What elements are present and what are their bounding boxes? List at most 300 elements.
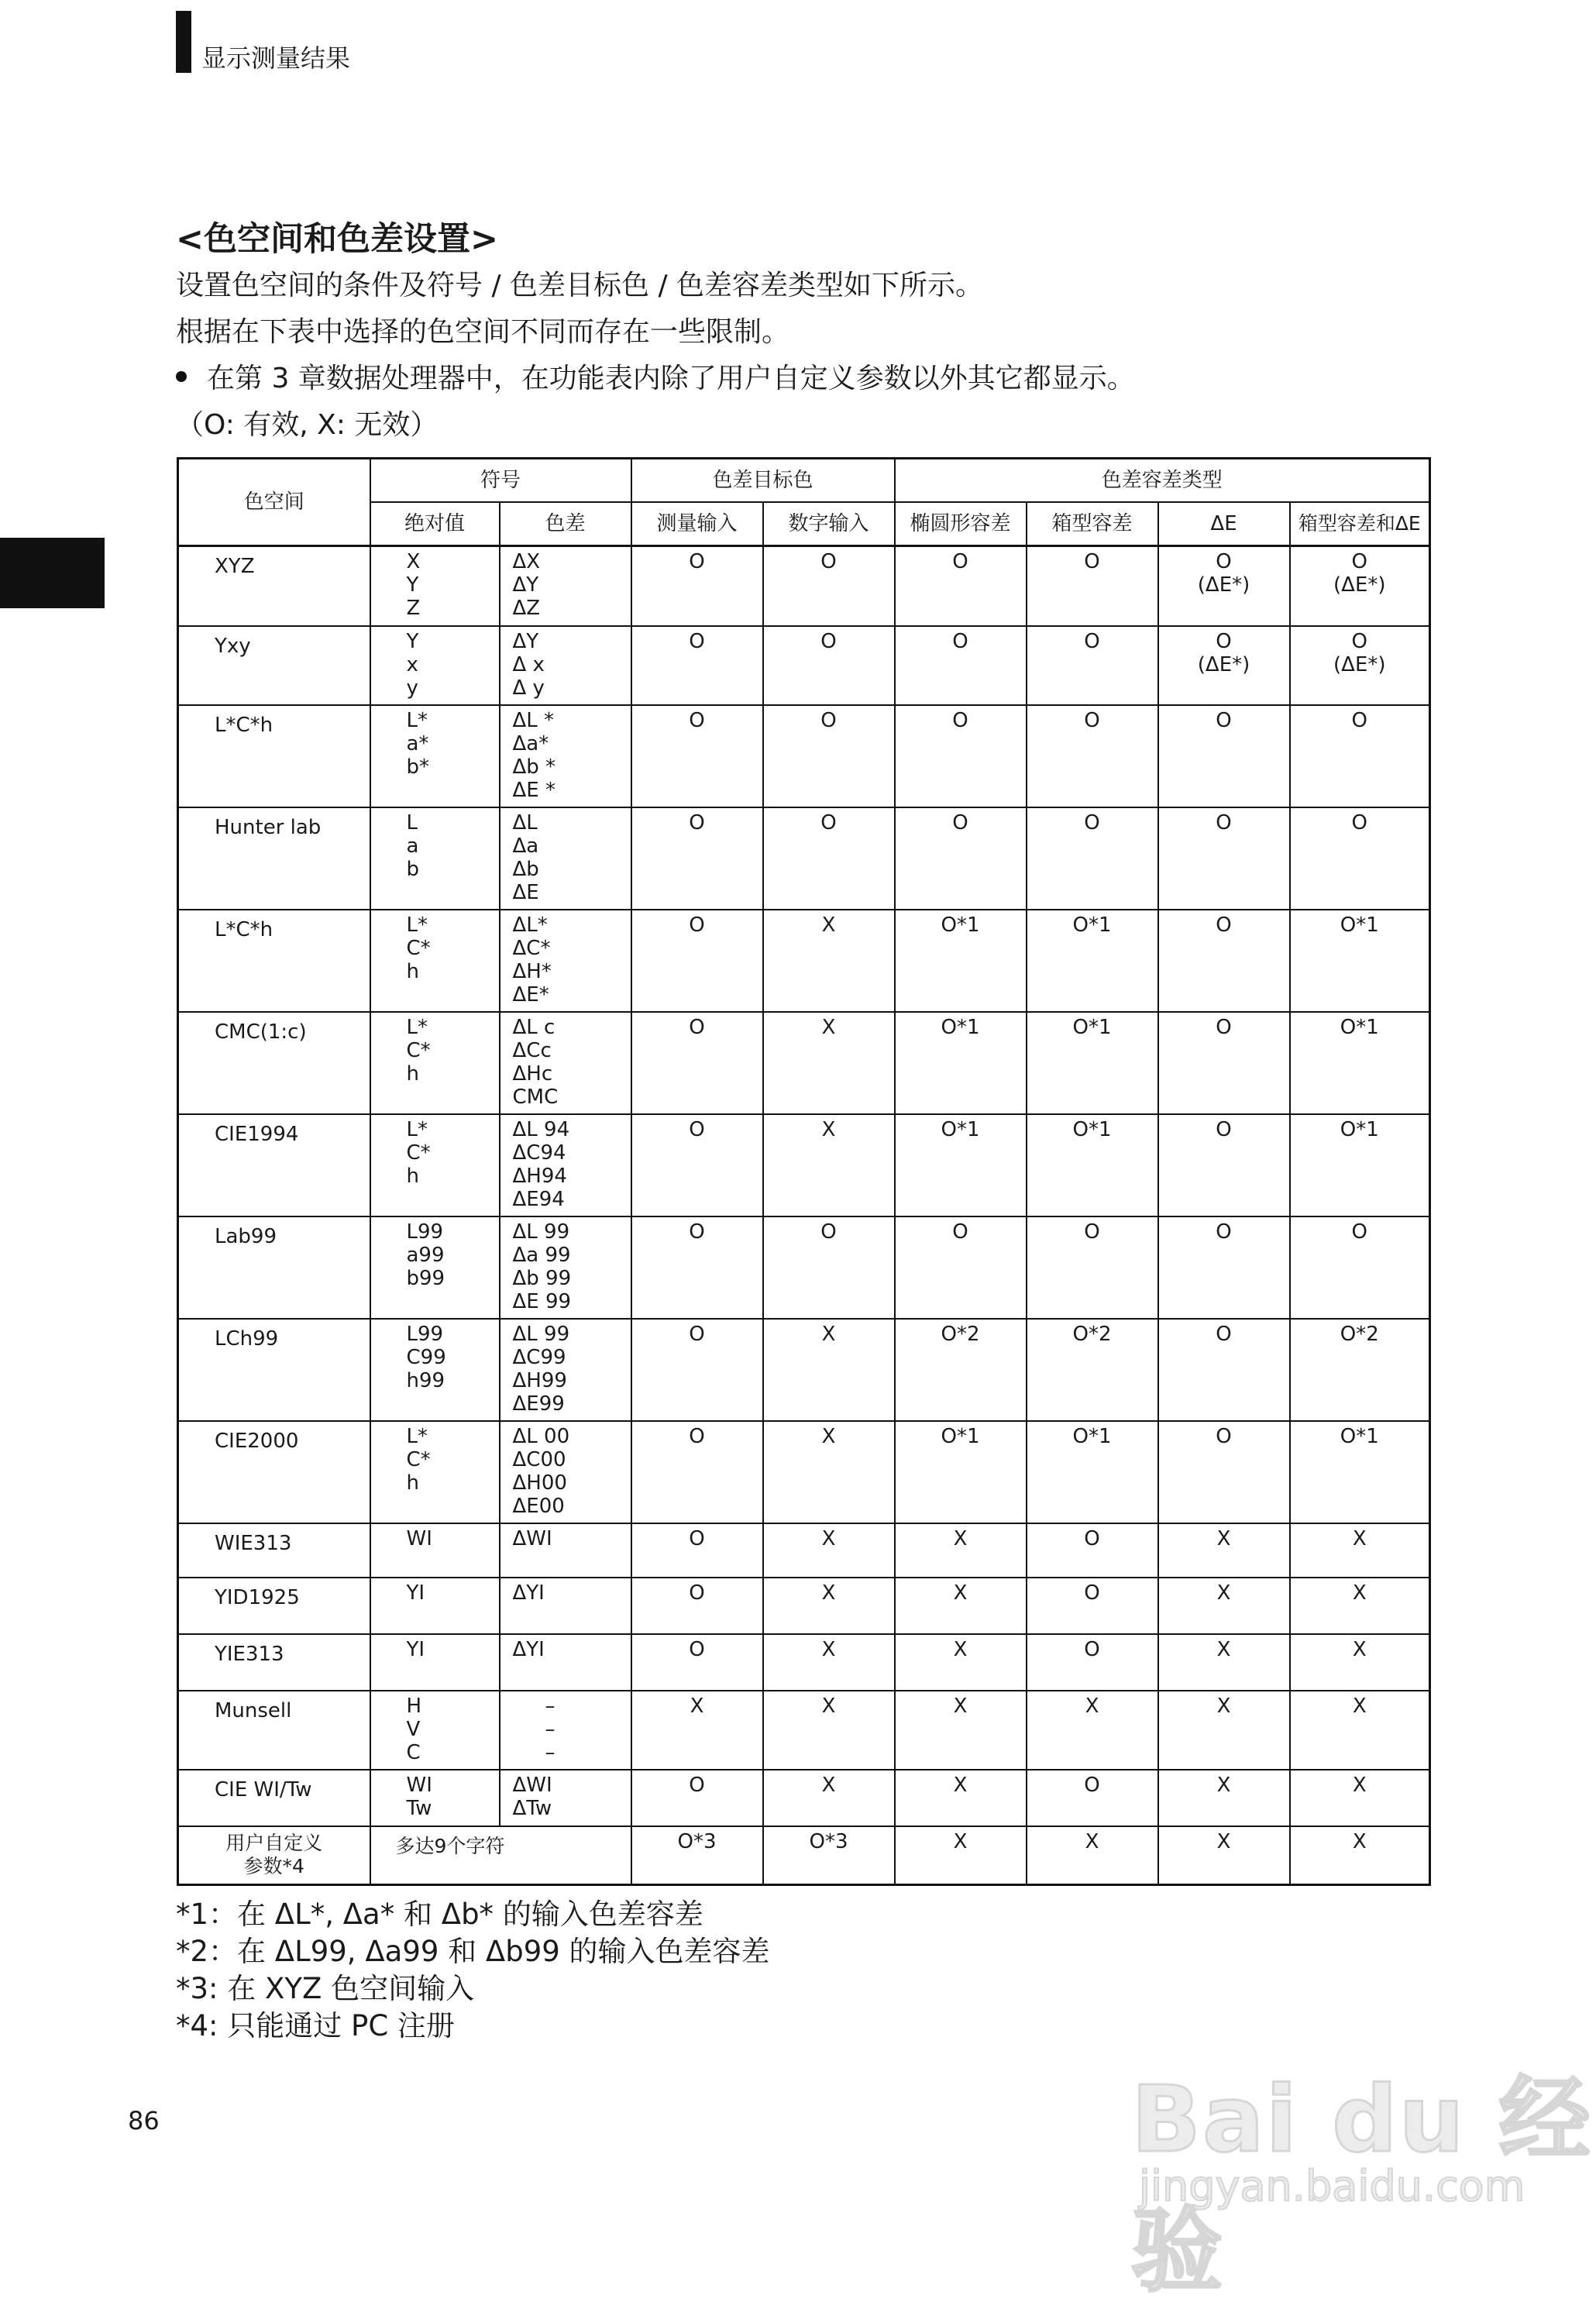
table-row — [178, 705, 1430, 807]
cell-difference — [500, 1691, 631, 1770]
validity-mark: X — [953, 1773, 968, 1797]
cell-measure-input — [631, 1691, 763, 1770]
cell-box: X — [1027, 1826, 1158, 1885]
absolute-symbol: WI — [406, 1526, 432, 1550]
validity-mark: O*2 — [1072, 1322, 1112, 1346]
cell-space: CMC(1:c) — [178, 1012, 370, 1114]
cell-absolute — [370, 1523, 500, 1578]
validity-mark: O — [1084, 1220, 1100, 1244]
absolute-symbol: h99 — [406, 1368, 445, 1392]
validity-mark: O*1 — [1072, 1015, 1112, 1039]
cell-delta-e — [1158, 807, 1290, 910]
table-row — [178, 1691, 1430, 1770]
cell-space: WIE313 — [178, 1523, 370, 1578]
validity-mark: O — [1216, 913, 1232, 937]
cell-space: CIE WI/Tw — [178, 1770, 370, 1826]
validity-mark: O — [1084, 1637, 1100, 1661]
cell-box — [1027, 1578, 1158, 1634]
cell-box — [1027, 1634, 1158, 1691]
table-row — [178, 626, 1430, 705]
cell-absolute — [370, 1421, 500, 1523]
cell-ellipse — [895, 1114, 1027, 1216]
validity-mark: O — [689, 1581, 705, 1605]
table-row — [178, 1012, 1430, 1114]
cell-ellipse — [895, 807, 1027, 910]
absolute-symbol: Tw — [406, 1796, 432, 1820]
difference-symbol: ΔE00 — [512, 1494, 565, 1518]
validity-mark: O — [1084, 629, 1100, 653]
cell-absolute — [370, 1578, 500, 1634]
validity-mark: X — [953, 1581, 968, 1605]
running-header-title: 显示测量结果 — [201, 43, 351, 73]
validity-mark: O — [1084, 708, 1100, 732]
cell-space: Munsell — [178, 1691, 370, 1770]
cell-space: CIE1994 — [178, 1114, 370, 1216]
validity-mark: O — [1084, 810, 1100, 834]
table-row — [178, 910, 1430, 1012]
cell-box-and-de — [1290, 705, 1430, 807]
cell-absolute — [370, 705, 500, 807]
cell-delta-e — [1158, 1012, 1290, 1114]
absolute-symbol: L99 — [406, 1220, 444, 1244]
validity-mark: X — [821, 1117, 836, 1141]
difference-symbol: ΔY — [512, 629, 539, 653]
validity-mark: X — [821, 1581, 836, 1605]
validity-mark: O*1 — [1072, 913, 1112, 937]
footnote-4: *4: 只能通过 PC 注册 — [176, 2009, 455, 2042]
cell-numeric-input — [763, 1523, 895, 1578]
header-marker-bar — [176, 11, 191, 73]
validity-legend: （O: 有效, X: 无效） — [176, 409, 439, 441]
intro-line-2: 根据在下表中选择的色空间不同而存在一些限制。 — [176, 316, 790, 348]
cell-ellipse — [895, 1319, 1027, 1421]
validity-mark: O — [952, 708, 968, 732]
cell-difference — [500, 1578, 631, 1634]
cell-box — [1027, 1770, 1158, 1826]
absolute-symbol: h — [406, 959, 419, 983]
cell-space: YID1925 — [178, 1578, 370, 1634]
bullet-text: 在第 3 章数据处理器中，在功能表内除了用户自定义参数以外其它都显示。 — [207, 363, 1135, 394]
cell-ellipse — [895, 1523, 1027, 1578]
absolute-symbol: C* — [406, 1141, 431, 1165]
validity-mark: O — [1216, 629, 1232, 653]
cell-difference — [500, 1770, 631, 1826]
validity-mark: O — [820, 1220, 837, 1244]
difference-symbol: ΔH00 — [512, 1471, 567, 1495]
validity-mark: O*1 — [1340, 1117, 1379, 1141]
cell-box-and-de: X — [1290, 1826, 1430, 1885]
cell-ellipse — [895, 1691, 1027, 1770]
validity-mark: X — [1352, 1637, 1367, 1661]
cell-delta-e — [1158, 1216, 1290, 1319]
difference-symbol: ΔE — [512, 880, 539, 904]
cell-absolute — [370, 546, 500, 626]
difference-symbol: ΔL 94 — [512, 1117, 570, 1141]
cell-ellipse — [895, 1634, 1027, 1691]
cell-space: LCh99 — [178, 1319, 370, 1421]
absolute-symbol: Y — [406, 629, 419, 653]
cell-ellipse — [895, 1421, 1027, 1523]
cell-box — [1027, 807, 1158, 910]
validity-mark: O — [1216, 1117, 1232, 1141]
cell-box — [1027, 1216, 1158, 1319]
cell-delta-e — [1158, 626, 1290, 705]
cell-difference — [500, 1319, 631, 1421]
cell-ellipse — [895, 626, 1027, 705]
cell-space: YIE313 — [178, 1634, 370, 1691]
difference-symbol: ΔZ — [512, 597, 541, 620]
validity-mark: X — [821, 1694, 836, 1718]
validity-note: (ΔE*) — [1333, 652, 1386, 676]
cell-absolute — [370, 910, 500, 1012]
validity-mark: X — [1352, 1526, 1367, 1550]
validity-mark: O — [1351, 550, 1368, 573]
validity-mark: O — [1216, 810, 1232, 834]
cell-box — [1027, 1012, 1158, 1114]
absolute-symbol: L — [406, 810, 418, 834]
validity-mark: O — [820, 810, 837, 834]
difference-symbol: ΔL 00 — [512, 1424, 570, 1448]
cell-box-and-de — [1290, 1578, 1430, 1634]
validity-mark: X — [953, 1694, 968, 1718]
header-space: 色空间 — [178, 459, 370, 546]
cell-box-and-de — [1290, 910, 1430, 1012]
difference-symbol: ΔE 99 — [512, 1289, 572, 1313]
validity-mark: O*1 — [1340, 1015, 1379, 1039]
cell-difference — [500, 705, 631, 807]
page-number: 86 — [128, 2106, 160, 2135]
validity-mark: O — [952, 810, 968, 834]
cell-numeric-input — [763, 546, 895, 626]
absolute-symbol: WI — [406, 1773, 432, 1797]
validity-mark: O — [820, 550, 837, 573]
validity-mark: X — [1216, 1694, 1231, 1718]
validity-mark: O*2 — [941, 1322, 980, 1346]
absolute-symbol: h — [406, 1471, 419, 1495]
validity-mark: O — [1084, 1526, 1100, 1550]
cell-delta-e — [1158, 705, 1290, 807]
absolute-symbol: X — [406, 550, 421, 573]
cell-space: Yxy — [178, 626, 370, 705]
difference-symbol: ΔL 99 — [512, 1322, 570, 1346]
absolute-symbol: a* — [406, 731, 429, 755]
cell-absolute — [370, 1634, 500, 1691]
cell-absolute — [370, 807, 500, 910]
validity-mark: O — [1216, 550, 1232, 573]
validity-mark: O — [689, 1322, 705, 1346]
absolute-symbol: C — [406, 1740, 421, 1764]
header-measure-input: 测量输入 — [631, 502, 763, 546]
validity-mark: O*1 — [941, 1117, 980, 1141]
absolute-symbol: Y — [406, 573, 419, 597]
header-difference: 色差 — [500, 502, 631, 546]
absolute-symbol: C* — [406, 936, 431, 960]
validity-mark: O — [1216, 1015, 1232, 1039]
validity-mark: X — [1352, 1694, 1367, 1718]
validity-mark: O — [1351, 810, 1368, 834]
cell-absolute — [370, 1691, 500, 1770]
cell-difference — [500, 626, 631, 705]
cell-space: L*C*h — [178, 910, 370, 1012]
cell-measure-input: O*3 — [631, 1826, 763, 1885]
cell-numeric-input — [763, 807, 895, 910]
header-target: 色差目标色 — [631, 459, 895, 503]
cell-delta-e — [1158, 1770, 1290, 1826]
difference-symbol: Δb — [512, 857, 539, 881]
cell-difference — [500, 1216, 631, 1319]
validity-note: (ΔE*) — [1333, 573, 1386, 597]
cell-box-and-de — [1290, 1634, 1430, 1691]
cell-measure-input — [631, 910, 763, 1012]
cell-space: Hunter lab — [178, 807, 370, 910]
cell-ellipse — [895, 1578, 1027, 1634]
validity-mark: X — [821, 913, 836, 937]
cell-difference — [500, 1012, 631, 1114]
header-delta-e: ΔE — [1158, 502, 1290, 546]
cell-measure-input — [631, 807, 763, 910]
cell-absolute — [370, 1216, 500, 1319]
cell-delta-e: X — [1158, 1826, 1290, 1885]
cell-numeric-input — [763, 626, 895, 705]
validity-mark: O — [689, 1117, 705, 1141]
difference-symbol: ΔHc — [512, 1062, 553, 1086]
difference-symbol: ΔE99 — [512, 1392, 565, 1416]
validity-mark: O*1 — [941, 1015, 980, 1039]
validity-mark: X — [1216, 1526, 1231, 1550]
cell-absolute — [370, 1319, 500, 1421]
validity-mark: X — [1216, 1637, 1231, 1661]
cell-measure-input — [631, 1012, 763, 1114]
cell-difference — [500, 1634, 631, 1691]
validity-mark: O — [689, 913, 705, 937]
cell-difference — [500, 1114, 631, 1216]
section-title: <色空间和色差设置> — [176, 220, 499, 259]
cell-measure-input — [631, 1770, 763, 1826]
cell-box-and-de — [1290, 1216, 1430, 1319]
difference-symbol: ΔE * — [512, 778, 556, 802]
table-row — [178, 1114, 1430, 1216]
cell-ellipse — [895, 1770, 1027, 1826]
validity-mark: O*1 — [1340, 1424, 1379, 1448]
validity-mark: X — [1352, 1581, 1367, 1605]
footnote-3: *3: 在 XYZ 色空间输入 — [176, 1972, 475, 2005]
cell-numeric-input — [763, 705, 895, 807]
cell-measure-input — [631, 626, 763, 705]
cell-box — [1027, 546, 1158, 626]
validity-mark: X — [1352, 1773, 1367, 1797]
cell-delta-e — [1158, 1634, 1290, 1691]
difference-symbol: ΔCc — [512, 1038, 552, 1062]
table-row — [178, 1319, 1430, 1421]
validity-mark: X — [821, 1637, 836, 1661]
validity-mark: O*1 — [941, 1424, 980, 1448]
cell-measure-input — [631, 1319, 763, 1421]
cell-box — [1027, 1421, 1158, 1523]
table-row — [178, 546, 1430, 626]
cell-numeric-input — [763, 910, 895, 1012]
cell-measure-input — [631, 1578, 763, 1634]
cell-box-and-de — [1290, 1319, 1430, 1421]
header-box: 箱型容差 — [1027, 502, 1158, 546]
table-row — [178, 807, 1430, 910]
absolute-symbol: b99 — [406, 1266, 445, 1290]
table-row — [178, 1421, 1430, 1523]
validity-mark: X — [953, 1637, 968, 1661]
cell-box-and-de — [1290, 1012, 1430, 1114]
cell-numeric-input — [763, 1634, 895, 1691]
validity-mark: O — [689, 1015, 705, 1039]
validity-mark: O — [689, 629, 705, 653]
validity-mark: X — [821, 1015, 836, 1039]
table-row — [178, 1770, 1430, 1826]
cell-measure-input — [631, 705, 763, 807]
absolute-symbol: h — [406, 1164, 419, 1188]
difference-symbol: ΔL* — [512, 913, 548, 937]
validity-mark: O — [1216, 1424, 1232, 1448]
cell-ellipse — [895, 1216, 1027, 1319]
validity-mark: O — [1084, 1581, 1100, 1605]
header-ellipse: 椭圆形容差 — [895, 502, 1027, 546]
validity-mark: O — [689, 1637, 705, 1661]
user-space-label: 用户自定义 — [225, 1831, 323, 1854]
validity-mark: O — [952, 1220, 968, 1244]
validity-mark: O — [1216, 708, 1232, 732]
cell-space: XYZ — [178, 546, 370, 626]
validity-mark: O — [820, 629, 837, 653]
intro-line-1: 设置色空间的条件及符号 / 色差目标色 / 色差容差类型如下所示。 — [176, 270, 984, 301]
header-symbol: 符号 — [370, 459, 631, 503]
cell-box-and-de — [1290, 626, 1430, 705]
cell-numeric-input — [763, 1421, 895, 1523]
cell-numeric-input — [763, 1691, 895, 1770]
header-numeric-input: 数字输入 — [763, 502, 895, 546]
bullet-dot-icon — [176, 371, 187, 382]
difference-symbol: Δa* — [512, 731, 549, 755]
cell-measure-input — [631, 1421, 763, 1523]
cell-difference — [500, 546, 631, 626]
absolute-symbol: L* — [406, 1117, 428, 1141]
cell-numeric-input — [763, 1578, 895, 1634]
difference-symbol: ΔL * — [512, 708, 555, 732]
difference-symbol: ΔC99 — [512, 1345, 566, 1369]
validity-mark: X — [821, 1322, 836, 1346]
validity-mark: X — [821, 1773, 836, 1797]
footnote-1: *1：在 ΔL*, Δa* 和 Δb* 的输入色差容差 — [176, 1898, 703, 1931]
difference-symbol: – — [545, 1694, 556, 1718]
absolute-symbol: C* — [406, 1038, 431, 1062]
validity-mark: X — [1216, 1773, 1231, 1797]
validity-mark: O — [1216, 1220, 1232, 1244]
table-row-user-defined — [178, 1826, 1430, 1885]
cell-delta-e — [1158, 1114, 1290, 1216]
validity-mark: O — [1216, 1322, 1232, 1346]
cell-box-and-de — [1290, 807, 1430, 910]
cell-difference — [500, 807, 631, 910]
cell-difference — [500, 1421, 631, 1523]
absolute-symbol: a — [406, 834, 419, 858]
validity-mark: X — [1216, 1581, 1231, 1605]
validity-mark: O*1 — [941, 913, 980, 937]
cell-numeric-input — [763, 1216, 895, 1319]
cell-box-and-de — [1290, 1421, 1430, 1523]
absolute-symbol: b — [406, 857, 420, 881]
cell-space — [178, 1826, 370, 1885]
difference-symbol: Δ y — [512, 676, 545, 700]
validity-mark: O*2 — [1340, 1322, 1379, 1346]
validity-mark: O*1 — [1072, 1117, 1112, 1141]
difference-symbol: Δ x — [512, 652, 545, 676]
validity-mark: O — [1351, 629, 1368, 653]
difference-symbol: ΔY — [512, 573, 539, 597]
watermark-brand: Bai du 经验 — [1131, 2066, 1592, 2304]
difference-symbol: Δb * — [512, 755, 556, 779]
validity-mark: O — [1084, 550, 1100, 573]
validity-note: (ΔE*) — [1197, 573, 1250, 597]
cell-box — [1027, 705, 1158, 807]
validity-note: (ΔE*) — [1197, 652, 1250, 676]
absolute-symbol: L* — [406, 913, 428, 937]
absolute-symbol: a99 — [406, 1243, 445, 1267]
header-absolute: 绝对值 — [370, 502, 500, 546]
difference-symbol: Δa 99 — [512, 1243, 571, 1267]
table-row — [178, 1578, 1430, 1634]
difference-symbol: ΔYI — [512, 1637, 545, 1661]
difference-symbol: ΔH* — [512, 959, 552, 983]
absolute-symbol: H — [406, 1694, 422, 1718]
cell-ellipse — [895, 705, 1027, 807]
cell-box-and-de — [1290, 1114, 1430, 1216]
cell-symbol-user: 多达9个字符 — [370, 1826, 631, 1885]
cell-delta-e — [1158, 1319, 1290, 1421]
difference-symbol: Δa — [512, 834, 539, 858]
validity-mark: O — [689, 1220, 705, 1244]
difference-symbol: ΔWI — [512, 1773, 552, 1797]
table-row — [178, 1523, 1430, 1578]
difference-symbol: ΔL c — [512, 1015, 556, 1039]
validity-mark: X — [821, 1526, 836, 1550]
absolute-symbol: Z — [406, 597, 421, 620]
cell-ellipse — [895, 546, 1027, 626]
cell-numeric-input — [763, 1770, 895, 1826]
cell-box-and-de — [1290, 1523, 1430, 1578]
cell-box-and-de — [1290, 1691, 1430, 1770]
watermark-url: jingyan.baidu.com — [1139, 2162, 1525, 2211]
validity-mark: O*1 — [1072, 1424, 1112, 1448]
cell-delta-e — [1158, 546, 1290, 626]
cell-absolute — [370, 626, 500, 705]
difference-symbol: ΔC* — [512, 936, 551, 960]
table-row — [178, 1634, 1430, 1691]
header-tolerance: 色差容差类型 — [895, 459, 1430, 503]
absolute-symbol: b* — [406, 755, 430, 779]
cell-difference — [500, 910, 631, 1012]
difference-symbol: CMC — [512, 1085, 559, 1109]
difference-symbol: ΔL 99 — [512, 1220, 570, 1244]
cell-numeric-input: O*3 — [763, 1826, 895, 1885]
absolute-symbol: h — [406, 1062, 419, 1086]
validity-mark: X — [1085, 1694, 1099, 1718]
header-box-and-de: 箱型容差和ΔE — [1290, 502, 1430, 546]
validity-mark: O — [689, 1526, 705, 1550]
cell-measure-input — [631, 1216, 763, 1319]
chapter-side-tab — [0, 538, 105, 608]
validity-mark: X — [821, 1424, 836, 1448]
table-row — [178, 1216, 1430, 1319]
difference-symbol: – — [545, 1717, 556, 1741]
cell-space: CIE2000 — [178, 1421, 370, 1523]
absolute-symbol: L99 — [406, 1322, 444, 1346]
absolute-symbol: y — [406, 676, 418, 700]
